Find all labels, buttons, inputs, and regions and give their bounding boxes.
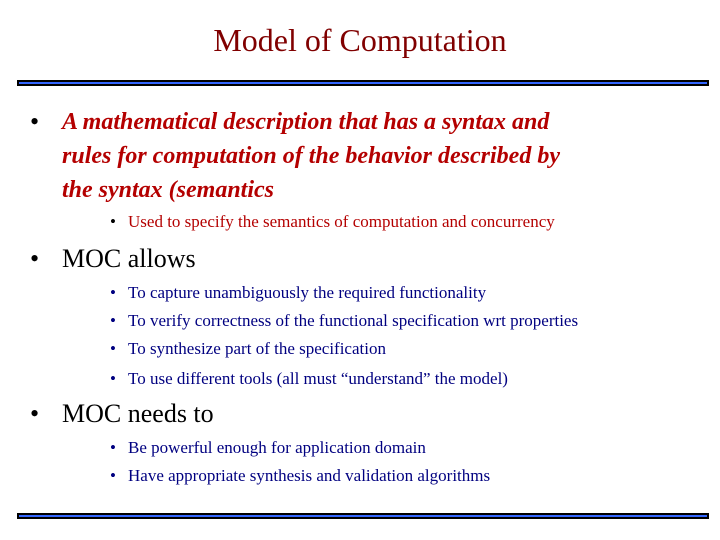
sub-bullet-icon: • (110, 438, 116, 457)
bullet-icon: • (30, 244, 40, 273)
sub-bullet-icon: • (110, 466, 116, 485)
sub-bullet-3-1-text: Be powerful enough for application domain (128, 438, 426, 457)
sub-bullet-icon: • (110, 339, 116, 358)
bullet-1-text-line-2: rules for computation of the behavior described by (62, 143, 560, 169)
sub-bullet-2-2-text: To verify correctness of the functional specification wrt properties (128, 311, 579, 330)
bullet-3-text: MOC needs to (62, 399, 214, 428)
sub-bullet-icon: • (110, 369, 116, 388)
sub-bullet-1-1-text: Used to specify the semantics of computation and concurrency (128, 212, 555, 231)
sub-bullet-icon: • (110, 212, 116, 231)
bullet-icon: • (30, 107, 40, 136)
sub-bullet-icon: • (110, 311, 116, 330)
sub-bullet-2-1-text: To capture unambiguously the required functionality (128, 283, 487, 302)
bullet-1-text-line-3: the syntax (semantics (62, 177, 275, 203)
sub-bullet-3-2-text: Have appropriate synthesis and validation algorithms (128, 466, 491, 485)
bottom-divider (17, 513, 709, 519)
slide-title: Model of Computation (213, 22, 507, 58)
sub-bullet-2-3-text: To synthesize part of the specification (128, 339, 386, 358)
top-divider (17, 80, 709, 86)
bullet-2-text: MOC allows (62, 244, 196, 273)
sub-bullet-2-4-text: To use different tools (all must “understand” the model) (128, 369, 508, 388)
sub-bullet-icon: • (110, 283, 116, 302)
bullet-1-text-line-1: A mathematical description that has a syntax and (62, 109, 550, 135)
bullet-icon: • (30, 399, 40, 428)
